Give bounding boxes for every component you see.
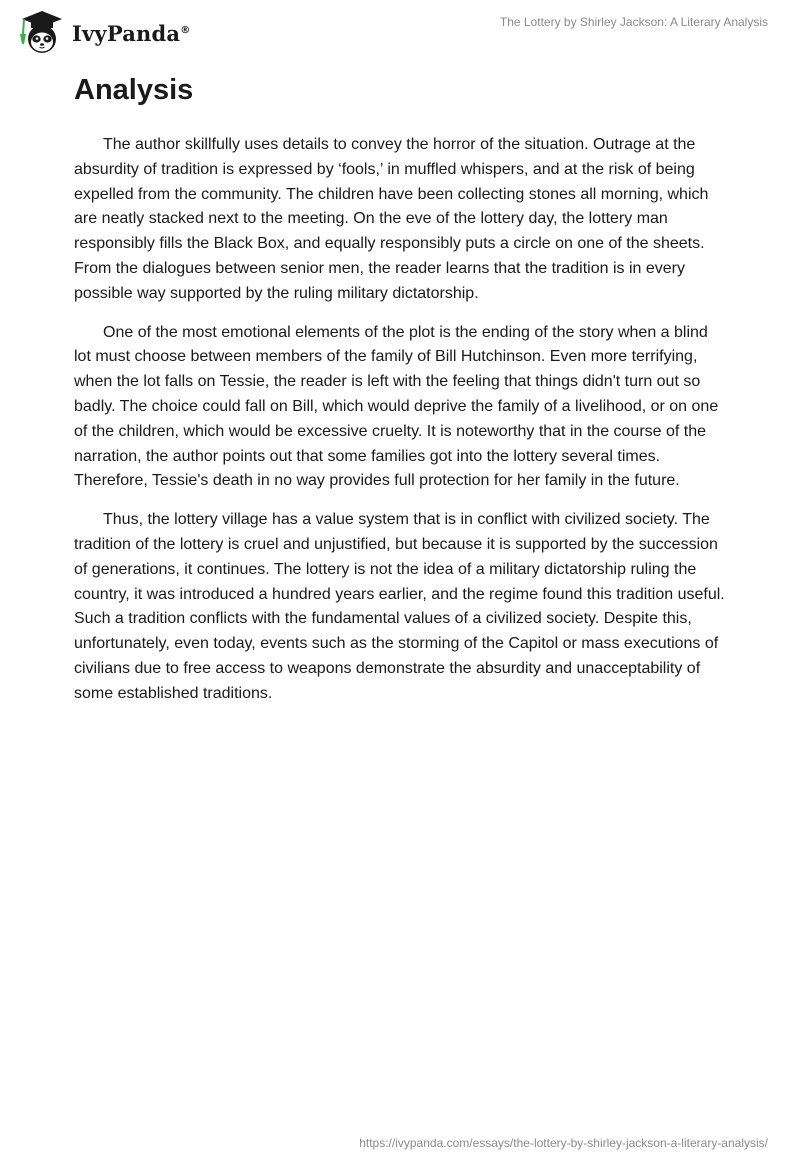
essay-body xyxy=(74,133,726,721)
source-url[interactable]: https://ivypanda.com/essays/the-lottery-by-shirley-jackson-a-literary-analysis/ xyxy=(359,1136,768,1150)
paragraph-3: Thus, the lottery village has a value system that is in conflict with civilized society. The tradition of the lottery is cruel and unjustified, but because it is supported by the succession of generations, it continues. The lottery is not the idea of a military dictatorship ruling the country, it was introduced a hundred years earlier, and the regime found this tradition useful. Such a tradition conflicts with the fundamental values of a civilized society. Despite this, unfortunately, even today, events such as the storming of the Capitol or mass executions of civilians due to free access to weapons demonstrate the absurdity and unacceptability of some established traditions. xyxy=(74,511,725,702)
registered-mark: ® xyxy=(180,24,191,36)
ivypanda-logo[interactable] xyxy=(14,8,190,56)
brand-name: IvyPanda® xyxy=(72,20,191,46)
document-title: The Lottery by Shirley Jackson: A Literary Analysis xyxy=(499,15,768,29)
paragraph-1: The author skillfully uses details to convey the horror of the situation. Outrage at the absurdity of tradition is expressed by ‘fools,’ in muffled whispers, and at the risk of being expelled from the community. The children have been collecting stones all morning, which are neatly stacked next to the meeting. On the eve of the lottery day, the lottery man responsibly fills the Black Box, and equally responsibly puts a circle on one of the sheets. From the dialogues between senior men, the reader learns that the tradition is in every possible way supported by the ruling military dictatorship. xyxy=(74,136,709,302)
section-heading: Analysis xyxy=(74,74,194,106)
paragraph-2: One of the most emotional elements of the plot is the ending of the story when a blind lot must choose between members of the family of Bill Hutchinson. Even more terrifying, when the lot falls on Tessie, the reader is left with the feeling that things didn't turn out so badly. The choice could fall on Bill, which would deprive the family of a livelihood, or on one of the children, which would be excessive cruelty. It is noteworthy that in the course of the narration, the author points out that some families got into the lottery several times. Therefore, Tessie's death in no way provides full protection for her family in the future. xyxy=(74,323,719,490)
page-header xyxy=(0,0,800,64)
panda-graduate-logo-icon xyxy=(14,8,66,56)
